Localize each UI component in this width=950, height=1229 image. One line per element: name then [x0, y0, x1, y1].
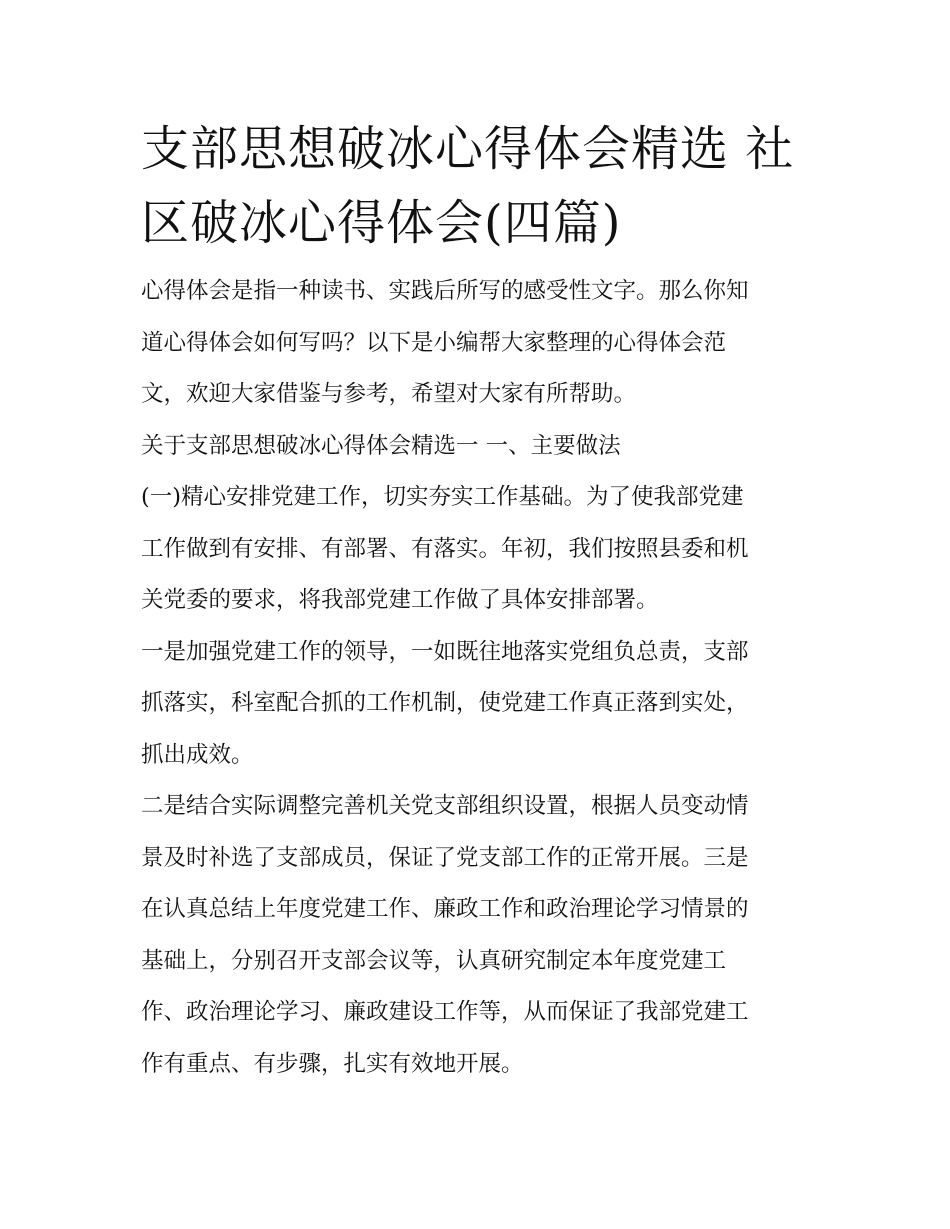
- text-line: 基础上，分别召开支部会议等，认真研究制定本年度党建工: [141, 947, 727, 974]
- text-line: 抓落实，科室配合抓的工作机制，使党建工作真正落到实处，: [141, 690, 749, 716]
- text-line: (一)精心安排党建工作，切实夯实工作基础。为了使我部党建: [141, 484, 744, 510]
- intro-paragraph: [141, 266, 821, 421]
- document-body: [141, 112, 821, 1090]
- text-line: 心得体会是指一种读书、实践后所写的感受性文字。那么你知: [141, 278, 749, 304]
- text-line: 关于支部思想破冰心得体会精选一 一、主要做法: [141, 432, 621, 459]
- body-paragraph: [141, 472, 821, 627]
- body-paragraph: [141, 781, 821, 1090]
- text-line: 二是结合实际调整完善机关党支部组织设置，根据人员变动情: [141, 793, 749, 819]
- text-line: 作有重点、有步骤，扎实有效地开展。: [141, 1050, 524, 1077]
- title-line: 区破冰心得体会(四篇): [141, 195, 622, 251]
- document-title: [141, 112, 821, 260]
- text-line: 工作做到有安排、有部署、有落实。年初，我们按照县委和机: [141, 535, 749, 562]
- body-paragraph: [141, 627, 821, 782]
- text-line: 作、政治理论学习、廉政建设工作等，从而保证了我部党建工: [141, 999, 749, 1025]
- text-line: 道心得体会如何写吗？以下是小编帮大家整理的心得体会范: [141, 329, 727, 356]
- text-line: 一是加强党建工作的领导，一如既往地落实党组负总责，支部: [141, 638, 749, 665]
- title-line: 支部思想破冰心得体会精选 社: [141, 121, 795, 177]
- text-line: 关党委的要求，将我部党建工作做了具体安排部署。: [141, 587, 659, 613]
- text-line: 文，欢迎大家借鉴与参考，希望对大家有所帮助。: [141, 381, 637, 407]
- text-line: 景及时补选了支部成员，保证了党支部工作的正常开展。三是: [141, 844, 749, 871]
- text-line: 在认真总结上年度党建工作、廉政工作和政治理论学习情景的: [141, 896, 749, 922]
- section-heading-paragraph: [141, 421, 821, 473]
- text-line: 抓出成效。: [141, 741, 254, 768]
